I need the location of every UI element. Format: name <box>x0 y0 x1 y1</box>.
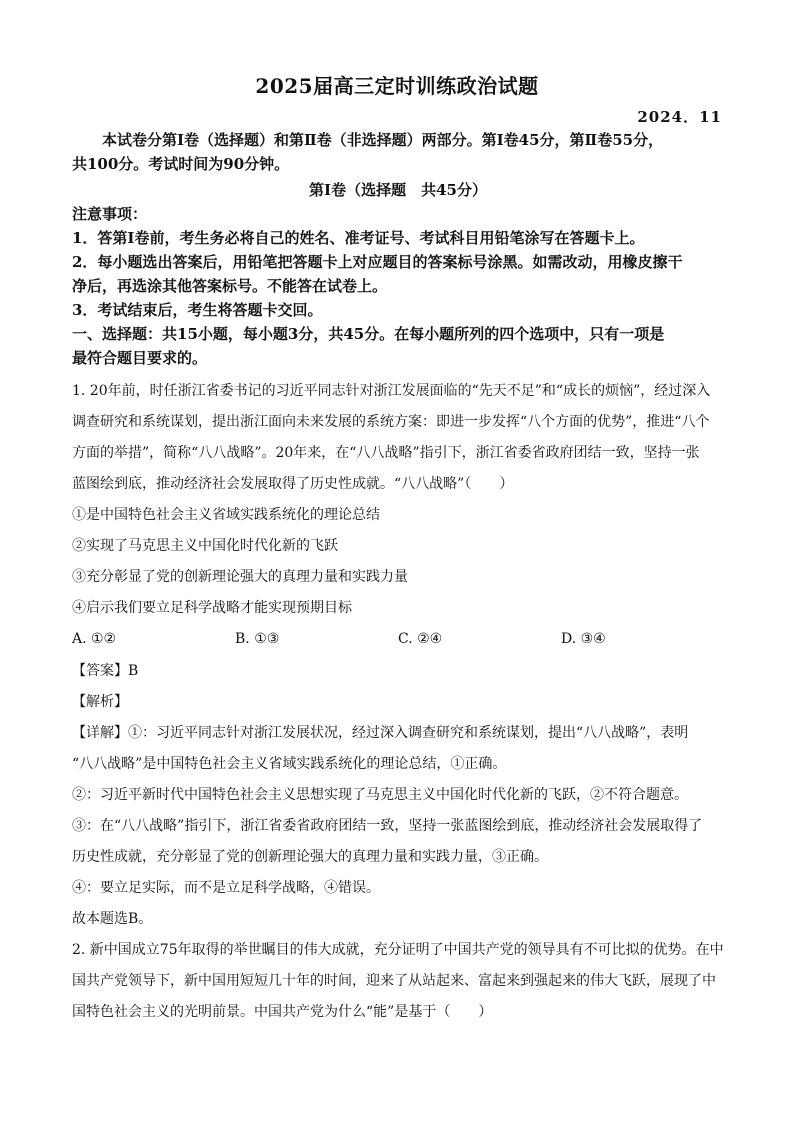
intro-line: 共100分。考试时间为90分钟。 <box>72 155 290 173</box>
statement: ②实现了马克思主义中国化时代化新的飞跃 <box>72 538 338 554</box>
option-d: D. ③④ <box>561 631 606 647</box>
notes <box>72 202 724 370</box>
analysis-tag: 【解析】 <box>72 694 128 710</box>
question-stem-line: 调查研究和系统谋划，提出浙江面向未来发展的系统方案：即进一步发挥“八个方面的优势”，推进“八个 <box>72 414 710 430</box>
question-stem-line: 2. 新中国成立75年取得的举世瞩目的伟大成就，充分证明了中国共产党的领导具有不可比拟的优势。在中 <box>72 942 724 958</box>
question-1 <box>72 376 724 624</box>
section-title: 第Ⅰ卷（选择题 共45分） <box>309 181 487 199</box>
option-c: C. ②④ <box>398 631 443 647</box>
detail-line: ③：在“八八战略”指引下，浙江省委省政府团结一致，坚持一张蓝图绘到底，推动经济社会发展取得了 <box>72 818 703 834</box>
option-b: B. ①③ <box>235 631 280 647</box>
exam-title: 2025届高三定时训练政治试题 <box>255 74 539 98</box>
detail-text: ①：习近平同志针对浙江发展状况，经过深入调查研究和系统谋划，提出“八八战略”，表明 <box>128 725 689 741</box>
exam-date: 2024．11 <box>637 108 722 126</box>
option-a: A. ①② <box>72 631 117 647</box>
question-stem-line: 1. 20年前，时任浙江省委书记的习近平同志针对浙江发展面临的“先天不足”和“成长的烦恼”，经过深入 <box>72 383 711 399</box>
statement: ④启示我们要立足科学战略才能实现预期目标 <box>72 600 352 616</box>
part-heading: 一、选择题：共15小题，每小题3分，共45分。在每小题所列的四个选项中，只有一项是 <box>72 325 665 343</box>
answer-value: B <box>128 663 139 679</box>
intro-line: 本试卷分第Ⅰ卷（选择题）和第Ⅱ卷（非选择题）两部分。第Ⅰ卷45分，第Ⅱ卷55分， <box>102 131 664 149</box>
notes-item: 1．答第Ⅰ卷前，考生务必将自己的姓名、准考证号、考试科目用铅笔涂写在答题卡上。 <box>72 229 645 247</box>
question-stem-line: 蓝图绘到底，推动经济社会发展取得了历史性成就。“八八战略”（ ） <box>72 476 514 492</box>
statement: ①是中国特色社会主义省域实践系统化的理论总结 <box>72 507 380 523</box>
question-2 <box>72 935 724 1028</box>
statement: ③充分彰显了党的创新理论强大的真理力量和实践力量 <box>72 569 408 585</box>
question-stem-line: 国特色社会主义的光明前景。中国共产党为什么“能”是基于（ ） <box>72 1004 493 1020</box>
notes-item: 3．考试结束后，考生将答题卡交回。 <box>72 301 323 319</box>
answer-line <box>72 656 724 687</box>
notes-heading: 注意事项： <box>72 205 148 223</box>
detail-line: 历史性成就，充分彰显了党的创新理论强大的真理力量和实践力量，③正确。 <box>72 849 548 865</box>
question-1-options <box>72 627 724 651</box>
question-stem-line: 国共产党领导下，新中国用短短几十年的时间，迎来了从站起来、富起来到强起来的伟大飞跃，展现了中 <box>72 973 716 989</box>
detail-line <box>72 718 724 749</box>
notes-item: 2．每小题选出答案后，用铅笔把答题卡上对应题目的答案标号涂黑。如需改动，用橡皮擦干 <box>72 253 683 271</box>
question-1-solution <box>72 656 724 935</box>
intro <box>72 128 724 176</box>
notes-item: 净后，再选涂其他答案标号。不能答在试卷上。 <box>72 277 388 295</box>
part-heading: 最符合题目要求的。 <box>72 349 208 367</box>
detail-line: “八八战略”是中国特色社会主义省域实践系统化的理论总结，①正确。 <box>72 756 507 772</box>
detail-line: 故本题选B。 <box>72 911 153 927</box>
detail-tag: 【详解】 <box>72 725 128 741</box>
detail-line: ②：习近平新时代中国特色社会主义思想实现了马克思主义中国化时代化新的飞跃，②不符合题意。 <box>72 787 688 803</box>
detail-line: ④：要立足实际，而不是立足科学战略，④错误。 <box>72 880 380 896</box>
answer-tag: 【答案】 <box>72 663 128 679</box>
question-stem-line: 方面的举措”，简称“八八战略”。20年来，在“八八战略”指引下，浙江省委省政府团结一致，坚持一张 <box>72 445 700 461</box>
